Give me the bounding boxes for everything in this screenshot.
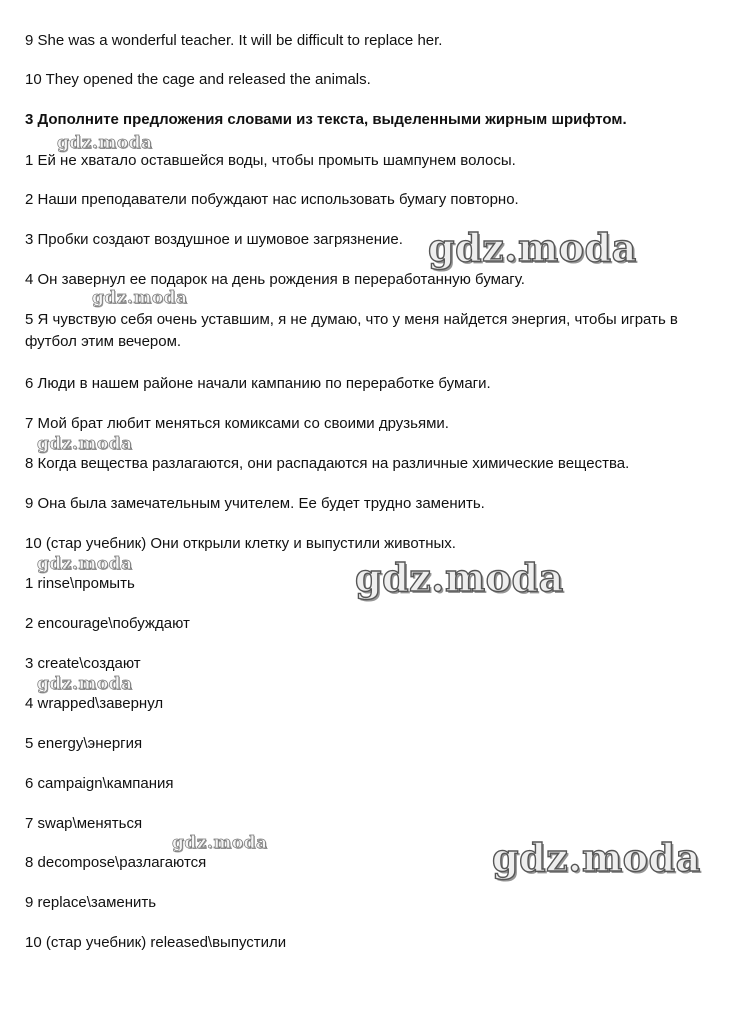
text-line: 9 She was a wonderful teacher. It will be difficult to replace her.	[25, 32, 443, 49]
text-line: 10 They opened the cage and released the animals.	[25, 71, 371, 88]
answer-line: 7 swap\меняться	[25, 815, 143, 832]
text-line: 8 Когда вещества разлагаются, они распадаются на различные химические вещества.	[25, 455, 630, 472]
answer-line: 8 decompose\разлагаются	[25, 854, 207, 871]
answer-line: 4 wrapped\завернул	[25, 695, 164, 712]
text-line: 6 Люди в нашем районе начали кампанию по переработке бумаги.	[25, 375, 491, 392]
text-line: 3 Пробки создают воздушное и шумовое загрязнение.	[25, 231, 403, 248]
answer-line: 1 rinse\промыть	[25, 575, 135, 592]
text-line: 9 Она была замечательным учителем. Ее будет трудно заменить.	[25, 495, 485, 512]
exercise-heading: 3 Дополните предложения словами из текста, выделенными жирным шрифтом.	[25, 111, 627, 128]
watermark-logo: gdz.moda	[57, 133, 153, 153]
text-line: 1 Ей не хватало оставшейся воды, чтобы промыть шампунем волосы.	[25, 152, 516, 169]
answer-line: 3 create\создают	[25, 655, 141, 672]
text-line: 2 Наши преподаватели побуждают нас использовать бумагу повторно.	[25, 191, 519, 208]
watermark-logo: gdz.moda	[37, 674, 133, 694]
text-line: 10 (стар учебник) Они открыли клетку и выпустили животных.	[25, 535, 456, 552]
watermark-logo: gdz.moda	[92, 288, 188, 308]
answer-line: 10 (стар учебник) released\выпустили	[25, 934, 287, 951]
watermark-logo: gdz.moda	[37, 554, 133, 574]
watermark-logo: gdz.moda	[355, 555, 564, 600]
answer-line: 6 campaign\кампания	[25, 775, 174, 792]
watermark-logo: gdz.moda	[37, 434, 133, 454]
answer-line: 9 replace\заменить	[25, 894, 157, 911]
watermark-logo: gdz.moda	[172, 833, 268, 853]
text-line: 4 Он завернул ее подарок на день рождения в переработанную бумагу.	[25, 271, 525, 288]
text-line: 7 Мой брат любит меняться комиксами со своими друзьями.	[25, 415, 449, 432]
text-line: 5 Я чувствую себя очень уставшим, я не думаю, что у меня найдется энергия, чтобы играть в футбол этим вечером.	[25, 311, 678, 350]
answer-line: 2 encourage\побуждают	[25, 615, 190, 632]
watermark-logo: gdz.moda	[492, 835, 701, 880]
answer-line: 5 energy\энергия	[25, 735, 143, 752]
watermark-logo: gdz.moda	[428, 225, 637, 270]
